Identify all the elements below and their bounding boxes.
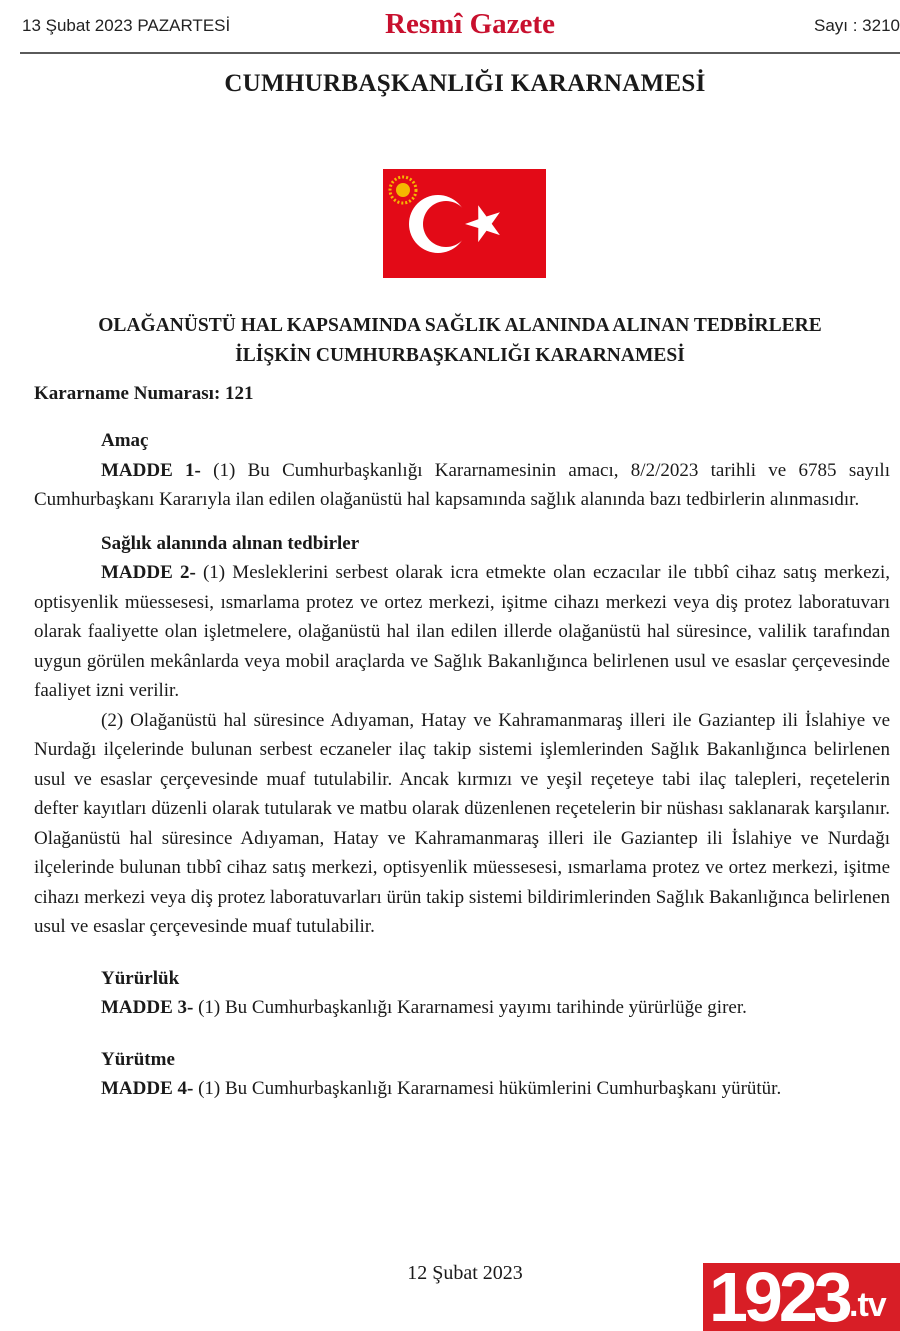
section-title-saglik: Sağlık alanında alınan tedbirler [101,532,360,554]
decree-subtitle [30,311,890,371]
article-2-label: MADDE 2- [101,562,196,583]
article-1-text: (1) Bu Cumhurbaşkanlığı Kararnamesinin amacı, 8/2/2023 tarihli ve 6785 sayılı Cumhurbaşkanı Kararıyla ilan edilen olağanüstü hal kapsamında sağlık alanında bazı tedbirlerin alınmasıdır. [34,459,890,510]
gazette-name: Resmî Gazete [385,8,555,40]
presidential-flag-icon [383,169,546,278]
article-3 [34,993,890,1023]
article-2-paragraph-2: (2) Olağanüstü hal süresince Adıyaman, Hatay ve Kahramanmaraş illeri ile Gaziantep ili İslahiye ve Nurdağı ilçelerinde bulunan serbest eczaneler ilaç takip sistemi işlemlerinden Sağlık Bakanlığınca belirlenen usul ve esaslar çerçevesinde muaf tutulabilir. Ancak kırmızı ve yeşil reçeteye tabi ilaç talepleri, reçetelerin defter kayıtları düzenli olarak tutularak ve matbu olarak düzenlenen reçetelerin bir nüshası saklanarak karşılanır. Olağanüstü hal süresince Adıyaman, Hatay ve Kahramanmaraş illeri ile Gaziantep ili İslahiye ve Nurdağı ilçelerinde bulunan tıbbî cihaz satış merkezi, optisyenlik müessesesi, ısmarlama protez ve ortez merkezi, işitme cihazı merkezi veya diş protez laboratuvarları ürün takip sistemi bildirimlerinden Sağlık Bakanlığınca belirlenen usul ve esaslar çerçevesinde muaf tutulabilir. [34,709,890,937]
logo-suffix: .tv [849,1286,886,1324]
section-title-yururluk: Yürürlük [101,967,180,989]
decree-subtitle-line-2: İLİŞKİN CUMHURBAŞKANLIĞI KARARNAMESİ [235,345,685,366]
1923tv-logo [703,1263,900,1331]
decree-body [34,426,890,1104]
article-1-label: MADDE 1- [101,459,201,481]
decree-number: Kararname Numarası: 121 [34,383,254,404]
article-3-label: MADDE 3- [101,997,194,1018]
section-title-yurutme: Yürütme [101,1048,175,1070]
gazette-date: 13 Şubat 2023 PAZARTESİ [22,16,231,35]
article-4-label: MADDE 4- [101,1078,194,1099]
logo-number: 1923 [709,1263,849,1331]
decree-subtitle-line-1: OLAĞANÜSTÜ HAL KAPSAMINDA SAĞLIK ALANINDA ALINAN TEDBİRLERE [98,315,822,336]
signature-date: 12 Şubat 2023 [407,1262,523,1284]
article-4 [34,1074,890,1104]
issue-number: Sayı : 3210 [813,16,900,35]
section-title-amac: Amaç [101,430,149,451]
article-1 [34,456,890,515]
header-divider [20,52,900,54]
article-2-paragraph-1 [34,558,890,706]
article-4-text: (1) Bu Cumhurbaşkanlığı Kararnamesi hükümlerini Cumhurbaşkanı yürütür. [193,1078,782,1099]
article-2-text-1: (1) Mesleklerini serbest olarak icra etmekte olan eczacılar ile tıbbî cihaz satış merkezi, optisyenlik müessesesi, ısmarlama protez ve ortez merkezi, işitme cihazı merkezi veya diş protez laboratuvarı olarak faaliyette olan işletmelere, olağanüstü hal ilan edilen illerde olağanüstü hal süresince, valilik tarafından uygun görülen mekânlarda veya mobil araçlarda ve Sağlık Bakanlığınca belirlenen usul ve esaslar çerçevesinde faaliyet izni verilir. [34,562,890,701]
article-3-text: (1) Bu Cumhurbaşkanlığı Kararnamesi yayımı tarihinde yürürlüğe girer. [193,997,747,1018]
document-title: CUMHURBAŞKANLIĞI KARARNAMESİ [224,70,706,97]
